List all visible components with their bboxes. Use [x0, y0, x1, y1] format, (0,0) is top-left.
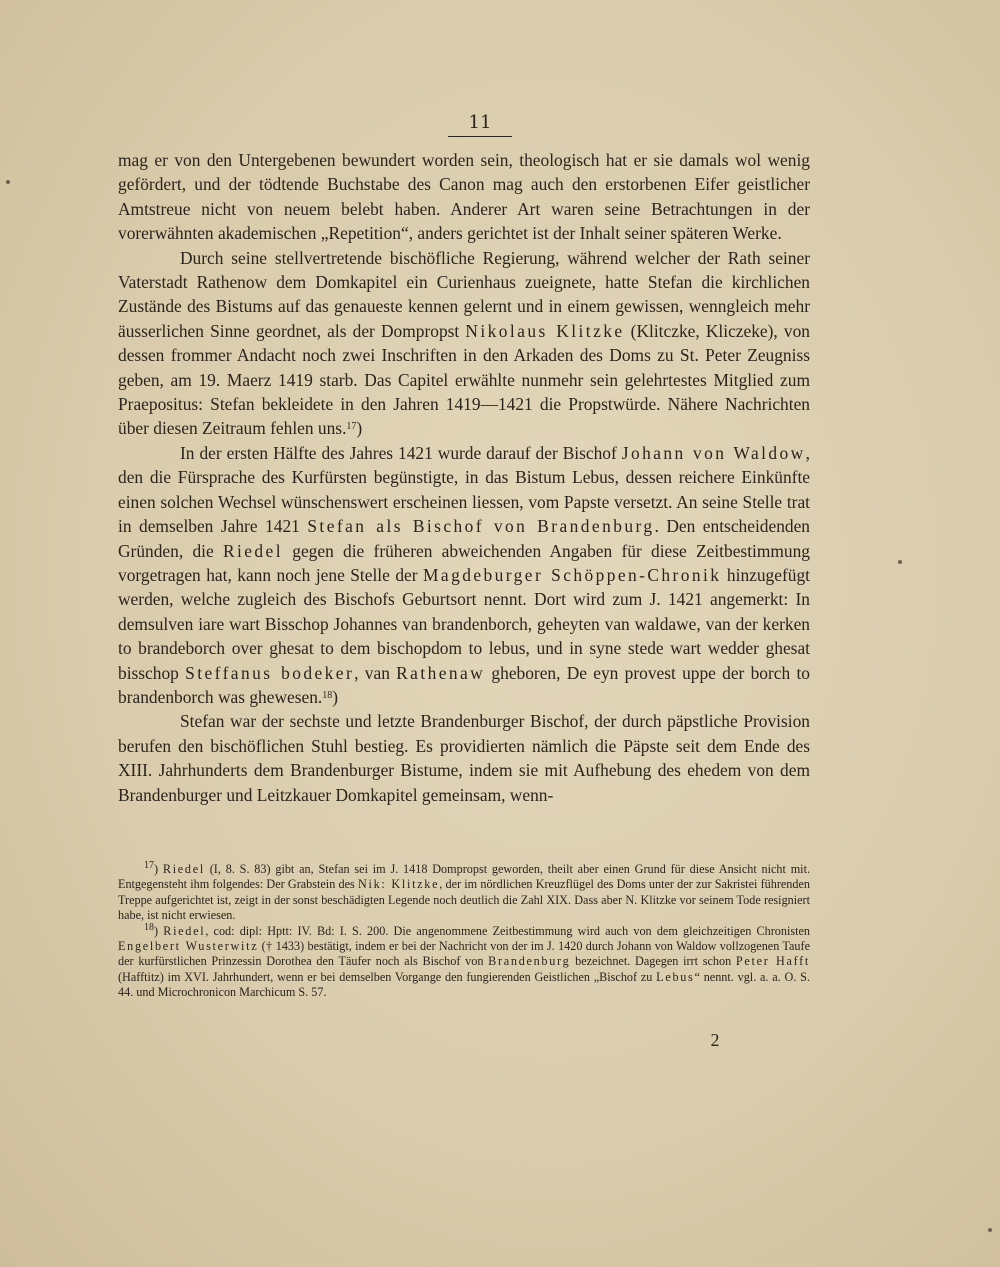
paper-speck: [6, 180, 10, 184]
paper-speck: [988, 1228, 992, 1232]
name-steffanus-bodeker: Steffanus bodeker: [185, 662, 355, 683]
paper-speck: [898, 560, 902, 564]
footnote-18: $^{18}$) Riedel, cod: dipl: Hptt: IV. Bd: I. S. 200. Die angenommene Zeitbestimmung wird auch von dem gleichzeitigen Chronisten Engelbert Wusterwitz († 1433) bestätigt, indem er bei der Nachricht von der im J. 1420 durch Johann von Waldow vollzogenen Taufe der kurfürstlichen Prinzessin Dorothea den Täufer noch als Bischof von Brandenburg bezeichnet. Dagegen irrt schon Peter Hafft (Hafftitz) im XVI. Jahrhundert, wenn er bei demselben Vorgange den fungierenden Geistlichen „Bischof zu Lebus“ nennt. vgl. a. a. O. S. 44. und Microchronicon Marchicum S. 57.: [118, 921, 810, 1000]
name-klitzke: Nikolaus Klitzke: [465, 320, 625, 341]
name-johann-von-waldow: Johann von Waldow: [621, 442, 806, 463]
paragraph-3: In der ersten Hälfte des Jahres 1421 wurde darauf der Bischof Johann von Waldow, den die Fürsprache des Kurfürsten begünstigte, in das Bistum Lebus, dessen reichere Einkünfte einen solchen Wechsel wünschenswert erscheinen liessen, vom Papste versetzt. An seine Stelle trat in demselben Jahre 1421 Stefan als Bischof von Brandenburg. Den entscheidenden Gründen, die Riedel gegen die früheren abweichenden Angaben für diese Zeitbestimmung vorgetragen hat, kann noch jene Stelle der Magdeburger Schöppen-Chronik hinzugefügt werden, welche zugleich des Bischofs Geburtsort nennt. Dort wird zum J. 1421 angemerkt: In demsulven iare wart Bisschop Johannes van brandenborch, geheyten van waldawe, van der kerken to brandeborch over ghesat to dem bischopdom to lebus, und in syne stede wart wedder ghesat bisschop Steffanus bodeker, van Rathenaw gheboren, De eyn provest uppe der borch to brandenborch was ghewesen.$^{18}$): [118, 442, 811, 707]
paragraph-1: mag er von den Untergebenen bewundert worden sein, theologisch hat er sie damals wol wenig gefördert, und der tödtende Buchstabe des Canon mag auch den erstorbenen Eifer geistlicher Amtstreue nicht von neuem belebt haben. Anderer Art waren seine Betrachtungen in der vorerwähnten akademischen „Repetition“, anders gerichtet ist der Inhalt seiner späteren Werke.: [118, 150, 810, 244]
paragraph-2: Durch seine stellvertretende bischöfliche Regierung, während welcher der Rath seiner Vaterstadt Rathenow dem Domkapitel ein Curienhaus zueignete, hatte Stefan die kirchlichen Zustände des Bistums auf das genaueste kennen gelernt und in einem gewissen, wenngleich mehr äusserlichen Sinne geordnet, als der Dompropst Nikolaus Klitzke (Klitczke, Kliczeke), von dessen frommer Andacht noch zwei Inschriften in den Arkaden des Doms zu St. Peter Zeugniss geben, am 19. Maerz 1419 starb. Das Capitel erwählte nunmehr sein gelehrtestes Mitglied zum Praepositus: Stefan bekleidete in den Jahren 1419—1421 die Propstwürde. Nähere Nachrichten über diesen Zeitraum fehlen uns.$^{17}$): [118, 247, 811, 439]
paragraph-4: Stefan war der sechste und letzte Brandenburger Bischof, der durch päpstliche Provision berufen den bischöflichen Stuhl bestieg. Es providierten nämlich die Päpste seit dem Ende des XIII. Jahrhunderts dem Brandenburger Bistume, indem sie mit Aufhebung des ehedem von dem Brandenburger und Leitzkauer Domkapitel gemeinsam, wenn-: [118, 711, 810, 805]
footnote-ref-18[interactable]: 18: [322, 689, 333, 701]
name-stefan-bischof: Stefan als Bischof von Brandenburg: [307, 516, 655, 537]
main-text: [118, 148, 810, 807]
footnote-17: $^{17}$) Riedel (I, 8. S. 83) gibt an, Stefan sei im J. 1418 Dompropst geworden, theilt aber einen Grund für diese Ansicht nicht mit. Entgegensteht ihm folgendes: Der Grabstein des Nik: Klitzke, der im nördlichen Kreuzflügel des Doms unter der zur Sakristei führenden Treppe aufgerichtet ist, zeigt in der sonst beschädigten Legende noch deutlich die Zahl XIX. Dass aber N. Klitzke vor seinem Tode resigniert habe, ist nicht erwiesen.: [118, 860, 810, 923]
name-rathenaw: Rathenaw: [396, 662, 486, 683]
header-rule: [448, 136, 512, 137]
name-riedel: Riedel: [222, 540, 283, 561]
name-schoeppen-chronik: Magdeburger Schöppen-Chronik: [423, 564, 722, 585]
page-number: 11: [468, 112, 492, 133]
footnotes: [118, 862, 810, 1001]
footnote-ref-17[interactable]: 17: [346, 421, 357, 433]
signature-mark: 2: [710, 1030, 720, 1050]
